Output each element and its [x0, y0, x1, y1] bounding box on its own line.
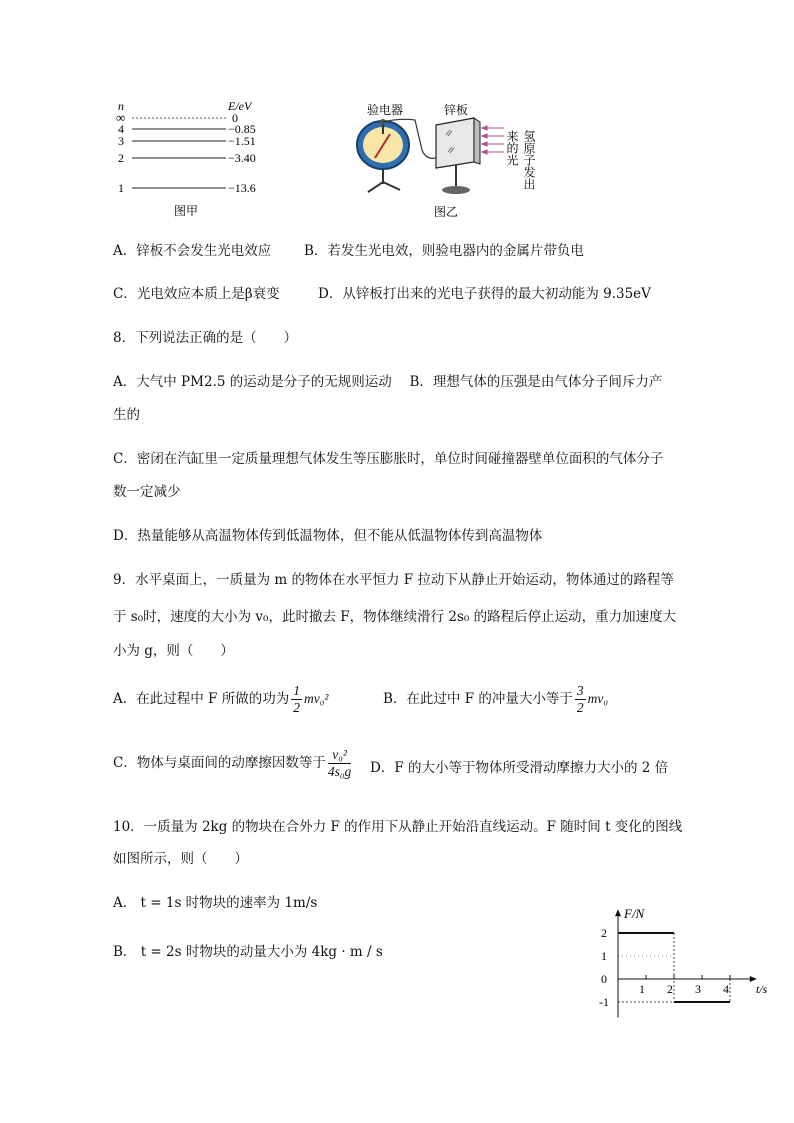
q9-option-b-prefix: B．在此过中 F 的冲量大小等于 — [383, 691, 573, 707]
q9-option-d: D．F 的大小等于物体所受滑动摩擦力大小的 2 倍 — [370, 760, 669, 776]
level-e-4: −0.85 — [228, 122, 256, 136]
q9-option-c-prefix: C．物体与桌面间的动摩擦因数等于 — [113, 755, 326, 771]
q8-option-c: C．密闭在汽缸里一定质量理想气体发生等压膨胀时，单位时间碰撞器壁单位面积的气体分子 — [113, 451, 664, 467]
y-tick-label: 1 — [601, 949, 607, 963]
light-arrows-icon — [482, 126, 504, 154]
q7-option-d: D．从锌板打出来的光电子获得的最大初动能为 9.35eV — [318, 286, 651, 302]
level-n-2: 2 — [118, 151, 124, 165]
q9-b-frac-num: 3 — [576, 683, 584, 698]
q9-line-3: 小为 g，则（ ） — [113, 643, 234, 659]
zinc-plate-icon — [436, 118, 480, 194]
figure-yi-caption: 图乙 — [434, 205, 459, 219]
q9-option-b — [383, 683, 608, 716]
q9-c-frac-den: 4s₀g — [327, 764, 352, 779]
q10-option-a: A． t = 1s 时物块的速率为 1m/s — [113, 895, 318, 911]
q8-option-d: D．热量能够从高温物体传到低温物体，但不能从低温物体传到高温物体 — [113, 528, 543, 544]
q9-option-a-prefix: A．在此过程中 F 所做的功为 — [113, 691, 290, 707]
q7-option-a-row — [113, 241, 271, 261]
q9-option-c — [113, 747, 353, 780]
light-label-2: 氢原子发出 — [522, 130, 536, 190]
n-header: n — [118, 99, 124, 113]
electroscope-label: 验电器 — [367, 103, 404, 117]
x-tick-label: 2 — [667, 982, 673, 996]
electroscope-icon — [357, 119, 409, 192]
q10-line-2: 如图所示，则（ ） — [113, 851, 248, 867]
y-tick-label: 2 — [601, 926, 607, 940]
q10-option-b: B． t = 2s 时物块的动量大小为 4kg · m / s — [113, 944, 383, 960]
q9-line-1: 9．水平桌面上，一质量为 m 的物体在水平恒力 F 拉动下从静止开始运动，物体通过的路程等 — [113, 572, 674, 588]
q9-c-frac-num: v₀² — [328, 747, 351, 764]
level-n-3: 3 — [118, 134, 124, 148]
q7-option-a: A．锌板不会发生光电效应 — [113, 243, 272, 259]
level-n-1: 1 — [118, 181, 124, 195]
level-n-inf: ∞ — [116, 110, 126, 125]
force-time-chart — [590, 900, 780, 1025]
light-label-1: 来的光 — [505, 130, 519, 166]
q9-option-a-fraction — [291, 683, 302, 716]
q9-option-c-fraction — [328, 747, 351, 780]
x-tick-label: 3 — [695, 982, 701, 996]
y-tick-label: 0 — [601, 972, 607, 986]
electroscope-diagram — [340, 100, 570, 222]
q9-option-a-suffix: mv₀² — [303, 691, 329, 706]
q8-stem: 8．下列说法正确的是（ ） — [113, 330, 298, 346]
q9-a-frac-den: 2 — [293, 700, 300, 715]
energy-level-diagram — [110, 98, 280, 223]
level-e-3: −1.51 — [228, 134, 256, 148]
q9-option-b-fraction — [575, 683, 586, 716]
q9-b-frac-den: 2 — [576, 700, 584, 715]
chart-ylabel: F/N — [624, 906, 645, 921]
chart-xlabel: t/s — [756, 982, 768, 996]
x-tick-label: 1 — [639, 982, 645, 996]
q8-option-a: A．大气中 PM2.5 的运动是分子的无规则运动 B．理想气体的压强是由气体分子间斥力产 — [113, 374, 663, 390]
q9-option-a — [113, 683, 328, 716]
y-tick-label: -1 — [599, 995, 609, 1009]
q10-line-1: 10．一质量为 2kg 的物块在合外力 F 的作用下从静止开始沿直线运动。F 随时间 t 变化的图线 — [113, 819, 683, 835]
q9-a-frac-num: 1 — [293, 683, 300, 698]
level-e-2: −3.40 — [228, 151, 256, 165]
q8-option-a-cont: 生的 — [113, 407, 140, 423]
e-header: E/eV — [228, 99, 252, 113]
x-tick-label: 4 — [723, 982, 729, 996]
y-axis-arrow — [615, 909, 621, 916]
level-e-inf: 0 — [232, 111, 238, 125]
q9-option-b-suffix: mv₀ — [587, 691, 609, 706]
q7-option-c: C．光电效应本质上是β衰变 — [113, 286, 280, 302]
level-n-4: 4 — [118, 122, 124, 136]
level-e-1: −13.6 — [228, 181, 256, 195]
q7-option-b: B．若发生光电效，则验电器内的金属片带负电 — [304, 243, 584, 259]
q9-line-2: 于 s₀时，速度的大小为 v₀，此时撤去 F，物体继续滑行 2s₀ 的路程后停止运动，重力加速度大 — [113, 609, 677, 625]
zinc-plate-label: 锌板 — [444, 103, 469, 117]
q8-option-c-cont: 数一定减少 — [113, 484, 181, 500]
figure-jia-caption: 图甲 — [174, 204, 199, 218]
